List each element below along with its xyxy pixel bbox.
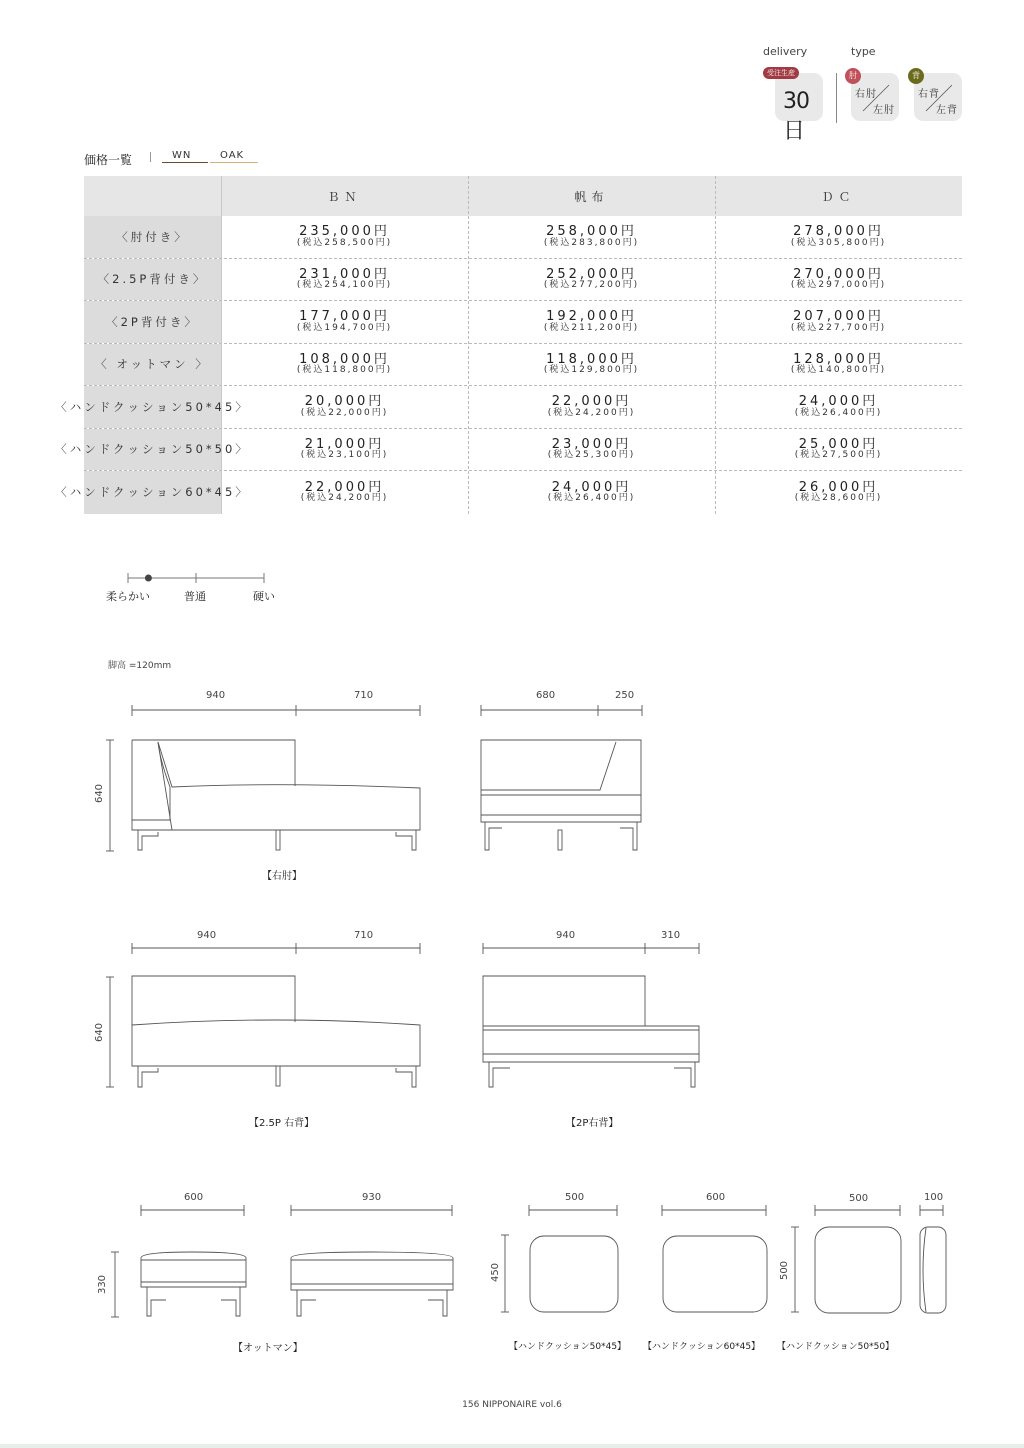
back-left-text: 左背 [936, 105, 958, 116]
wood-wn: WN [172, 150, 192, 161]
price-tax-included: (税込24,200円) [300, 493, 389, 504]
price-tax-included: (税込305,800円) [790, 237, 887, 248]
dim-label: 310 [661, 930, 681, 941]
column-header-dc: ＤＣ [821, 189, 856, 204]
dim-label: 640 [94, 783, 106, 804]
price-tax-included: (税込258,500円) [296, 237, 393, 248]
price-tax-included: (税込283,800円) [543, 237, 640, 248]
column-header-bn: ＢＮ [327, 189, 362, 204]
price-tax-included: (税込211,200円) [543, 322, 640, 333]
sofa2-front-drawing [483, 943, 699, 1087]
price-value: 24,000円 [798, 394, 879, 410]
price-value: 20,000円 [304, 394, 385, 410]
dim-label: 600 [184, 1192, 204, 1203]
back-dot: 背 [908, 68, 924, 84]
price-value: 235,000円 [299, 224, 390, 240]
caption-sofa2: 【2P右背】 [566, 1118, 619, 1129]
ottoman-drawings [111, 1205, 453, 1317]
price-value: 25,000円 [798, 436, 879, 452]
armchair-side-drawing [106, 705, 420, 851]
price-tax-included: (税込254,100円) [296, 280, 393, 291]
dim-label: 100 [924, 1192, 944, 1203]
price-value: 24,000円 [551, 479, 632, 495]
price-value: 252,000円 [546, 266, 637, 282]
caption-cushion-60-45: 【ハンドクッション60*45】 [643, 1342, 761, 1352]
caption-armchair: 【右肘】 [262, 871, 302, 882]
price-tax-included: (税込24,200円) [547, 407, 636, 418]
price-value: 118,000円 [546, 351, 637, 367]
price-value: 207,000円 [793, 309, 884, 325]
dim-label: 250 [615, 690, 635, 701]
arm-dot: 肘 [845, 68, 861, 84]
price-value: 22,000円 [551, 394, 632, 410]
dim-label: 330 [97, 1274, 109, 1295]
row-label: 〈ハンドクッション50*45〉 [84, 386, 221, 428]
price-tax-included: (税込25,300円) [547, 450, 636, 461]
dim-label: 500 [565, 1192, 585, 1203]
type-label: type [851, 45, 876, 58]
price-value: 231,000円 [299, 266, 390, 282]
row-label: 〈ハンドクッション50*50〉 [84, 429, 221, 471]
softness-hard: 硬い [253, 590, 275, 603]
price-value: 258,000円 [546, 224, 637, 240]
price-value: 21,000円 [304, 436, 385, 452]
price-tax-included: (税込140,800円) [790, 365, 887, 376]
price-tax-included: (税込28,600円) [794, 493, 883, 504]
price-value: 128,000円 [793, 351, 884, 367]
caption-cushion-50-45: 【ハンドクッション50*45】 [509, 1342, 627, 1352]
price-tax-included: (税込27,500円) [794, 450, 883, 461]
price-tax-included: (税込277,200円) [543, 280, 640, 291]
price-list-title: 価格一覧 [84, 153, 133, 167]
row-label: 〈2.5P背付き〉 [84, 259, 221, 301]
row-label: 〈2P背付き〉 [84, 301, 221, 343]
sofa25-side-drawing [106, 943, 420, 1087]
price-tax-included: (税込227,700円) [790, 322, 887, 333]
row-label: 〈ハンドクッション60*45〉 [84, 471, 221, 514]
price-value: 26,000円 [798, 479, 879, 495]
price-value: 278,000円 [793, 224, 884, 240]
dim-label: 710 [354, 930, 374, 941]
dim-label: 680 [536, 690, 556, 701]
caption-ottoman: 【オットマン】 [233, 1343, 303, 1354]
dim-label: 710 [354, 690, 374, 701]
delivery-label: delivery [763, 45, 808, 58]
softness-normal: 普通 [184, 590, 206, 603]
dim-label: 930 [362, 1192, 382, 1203]
caption-cushion-50-50: 【ハンドクッション50*50】 [777, 1342, 895, 1352]
price-value: 23,000円 [551, 436, 632, 452]
delivery-days: 30日 [783, 89, 809, 144]
price-value: 177,000円 [299, 309, 390, 325]
price-value: 192,000円 [546, 309, 637, 325]
price-tax-included: (税込129,800円) [543, 365, 640, 376]
dim-label: 940 [197, 930, 217, 941]
dim-label: 500 [779, 1260, 791, 1281]
order-made-pill: 受注生産 [763, 67, 799, 79]
price-tax-included: (税込297,000円) [790, 280, 887, 291]
arm-left-text: 左肘 [873, 105, 895, 116]
column-header-canvas: 帆布 [574, 189, 609, 204]
price-tax-included: (税込23,100円) [300, 450, 389, 461]
row-label: 〈 オットマン 〉 [84, 344, 221, 386]
dim-label: 450 [490, 1262, 502, 1283]
armchair-front-drawing [481, 705, 642, 850]
price-tax-included: (税込194,700円) [296, 322, 393, 333]
leg-height-note: 脚高 =120mm [108, 661, 172, 671]
page-footer: 156 NIPPONAIRE vol.6 [462, 1400, 562, 1410]
price-value: 22,000円 [304, 479, 385, 495]
dim-label: 940 [556, 930, 576, 941]
dim-label: 500 [849, 1193, 869, 1204]
softness-soft: 柔らかい [106, 590, 150, 603]
dim-label: 640 [94, 1022, 106, 1043]
price-tax-included: (税込26,400円) [547, 493, 636, 504]
cushion-drawings [501, 1205, 946, 1313]
price-tax-included: (税込22,000円) [300, 407, 389, 418]
price-value: 270,000円 [793, 266, 884, 282]
caption-sofa25: 【2.5P 右背】 [249, 1118, 315, 1129]
row-label: 〈肘付き〉 [84, 216, 221, 258]
price-value: 108,000円 [299, 351, 390, 367]
price-tax-included: (税込118,800円) [296, 365, 393, 376]
back-right-text: 右背 [918, 89, 940, 100]
dim-label: 940 [206, 690, 226, 701]
dim-label: 600 [706, 1192, 726, 1203]
wood-oak: OAK [220, 150, 245, 161]
bottom-rule [0, 1444, 1024, 1448]
price-tax-included: (税込26,400円) [794, 407, 883, 418]
arm-right-text: 右肘 [855, 89, 877, 100]
